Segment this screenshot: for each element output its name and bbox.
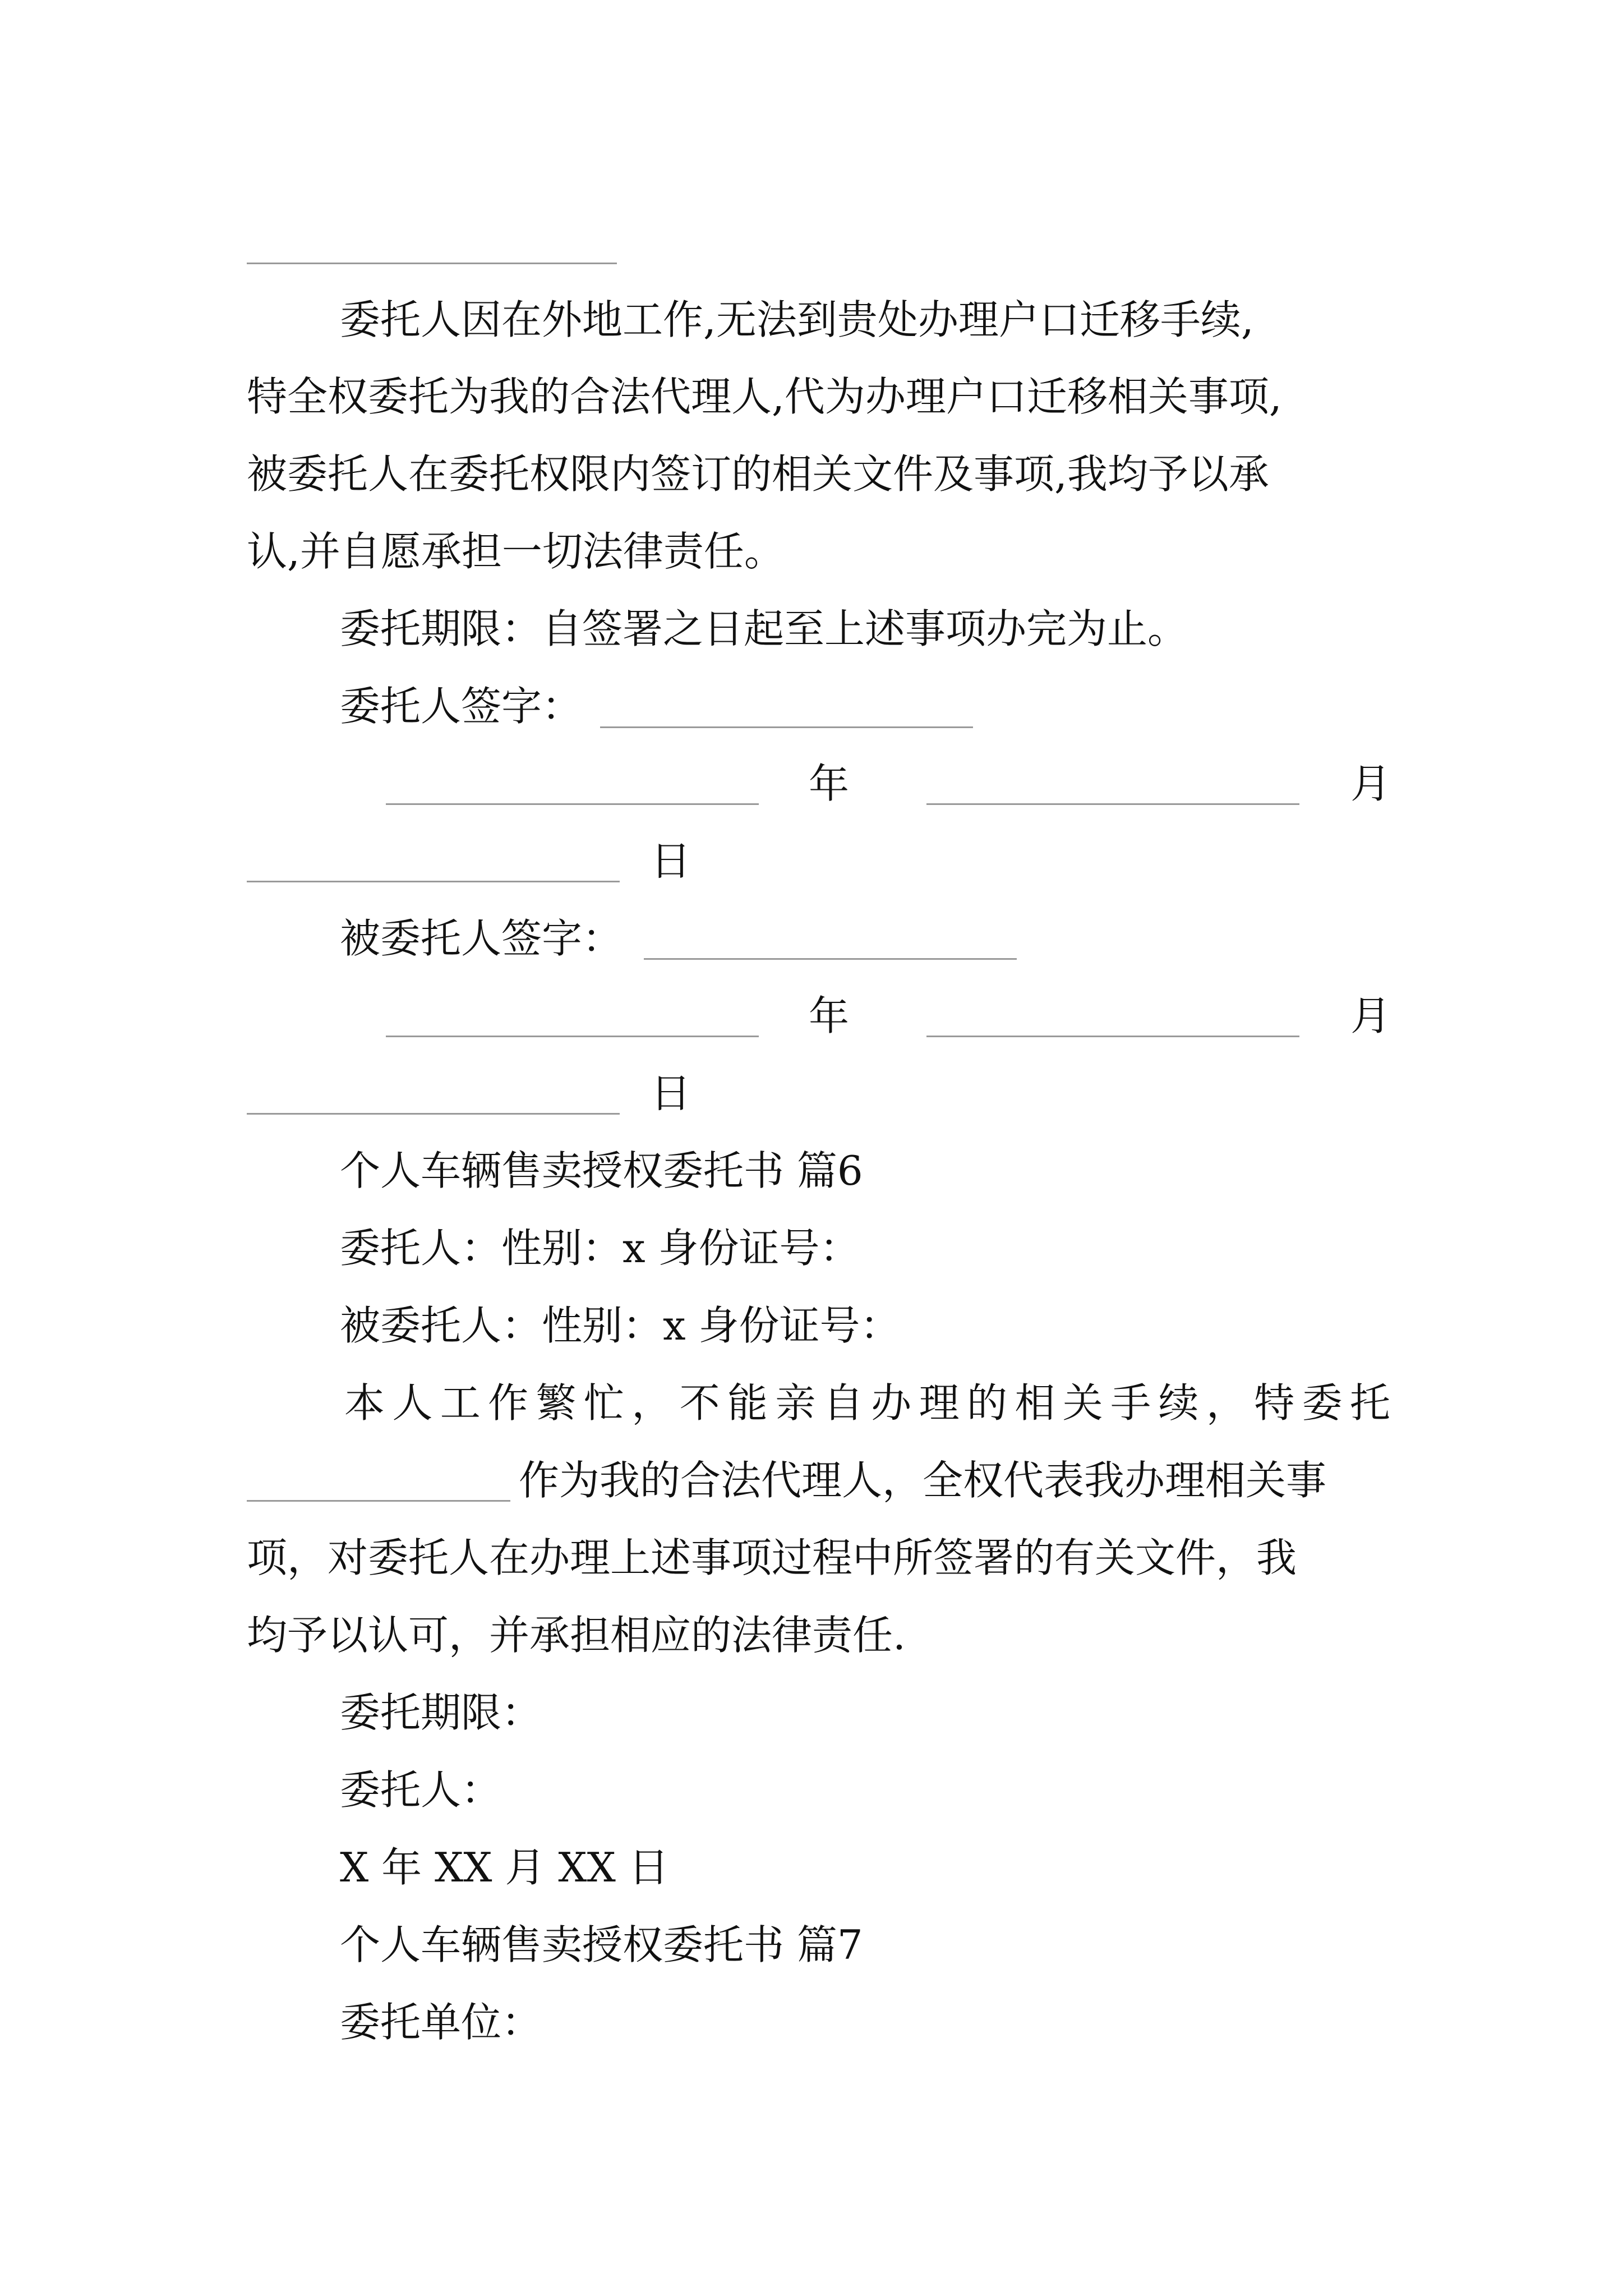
agent-month-blank	[926, 1036, 1299, 1037]
agent-day-label: 日	[651, 1070, 691, 1117]
agent-sign-label: 被委托人签字：	[340, 915, 623, 962]
section6-period: 委托期限：	[340, 1689, 542, 1736]
section6-date: X 年 XX 月 XX 日	[340, 1844, 669, 1891]
period-line: 委托期限：自签署之日起至上述事项办完为止。	[340, 605, 1188, 652]
para1-line1: 委托人因在外地工作,无法到贵处办理户口迁移手续,	[340, 296, 1254, 343]
agent-day-blank	[247, 1113, 620, 1115]
section7-unit: 委托单位：	[340, 1999, 542, 2046]
principal-sign-label: 委托人签字：	[340, 683, 583, 730]
principal-day-label: 日	[651, 838, 691, 885]
principal-sign-blank	[600, 726, 973, 728]
section7-title: 个人车辆售卖授权委托书 篇7	[340, 1921, 863, 1968]
agent-year-label: 年	[809, 992, 850, 1039]
section6-agent: 被委托人：性别：x 身份证号：	[340, 1302, 901, 1349]
para1-line4: 认,并自愿承担一切法律责任。	[247, 528, 785, 575]
section6-body-line3: 项，对委托人在办理上述事项过程中所签署的有关文件，我	[247, 1534, 1297, 1581]
principal-year-blank	[386, 803, 759, 805]
principal-month-label: 月	[1350, 760, 1391, 807]
agent-sign-blank	[644, 958, 1017, 960]
section6-body-line4: 均予以认可，并承担相应的法律责任.	[247, 1612, 906, 1659]
principal-day-blank	[247, 881, 620, 882]
section6-body-line1	[344, 1378, 1390, 1428]
section6-body-line1-text: 本人工作繁忙，不能亲自办理的相关手续，特委托	[344, 1379, 1390, 1427]
principal-year-label: 年	[809, 760, 850, 807]
section6-title: 个人车辆售卖授权委托书 篇6	[340, 1147, 863, 1194]
section6-principal: 委托人：性别：x 身份证号：	[340, 1225, 860, 1272]
agent-year-blank	[386, 1036, 759, 1037]
section6-body-line2: 作为我的合法代理人，全权代表我办理相关事	[519, 1457, 1327, 1504]
para1-line2: 特全权委托为我的合法代理人,代为办理户口迁移相关事项,	[247, 373, 1282, 420]
section6-agent-name-blank	[247, 1500, 510, 1502]
top-blank-line	[247, 263, 617, 264]
section6-principal-label: 委托人：	[340, 1766, 502, 1814]
para1-line3: 被委托人在委托权限内签订的相关文件及事项,我均予以承	[247, 450, 1269, 498]
principal-month-blank	[926, 803, 1299, 805]
agent-month-label: 月	[1350, 992, 1391, 1039]
